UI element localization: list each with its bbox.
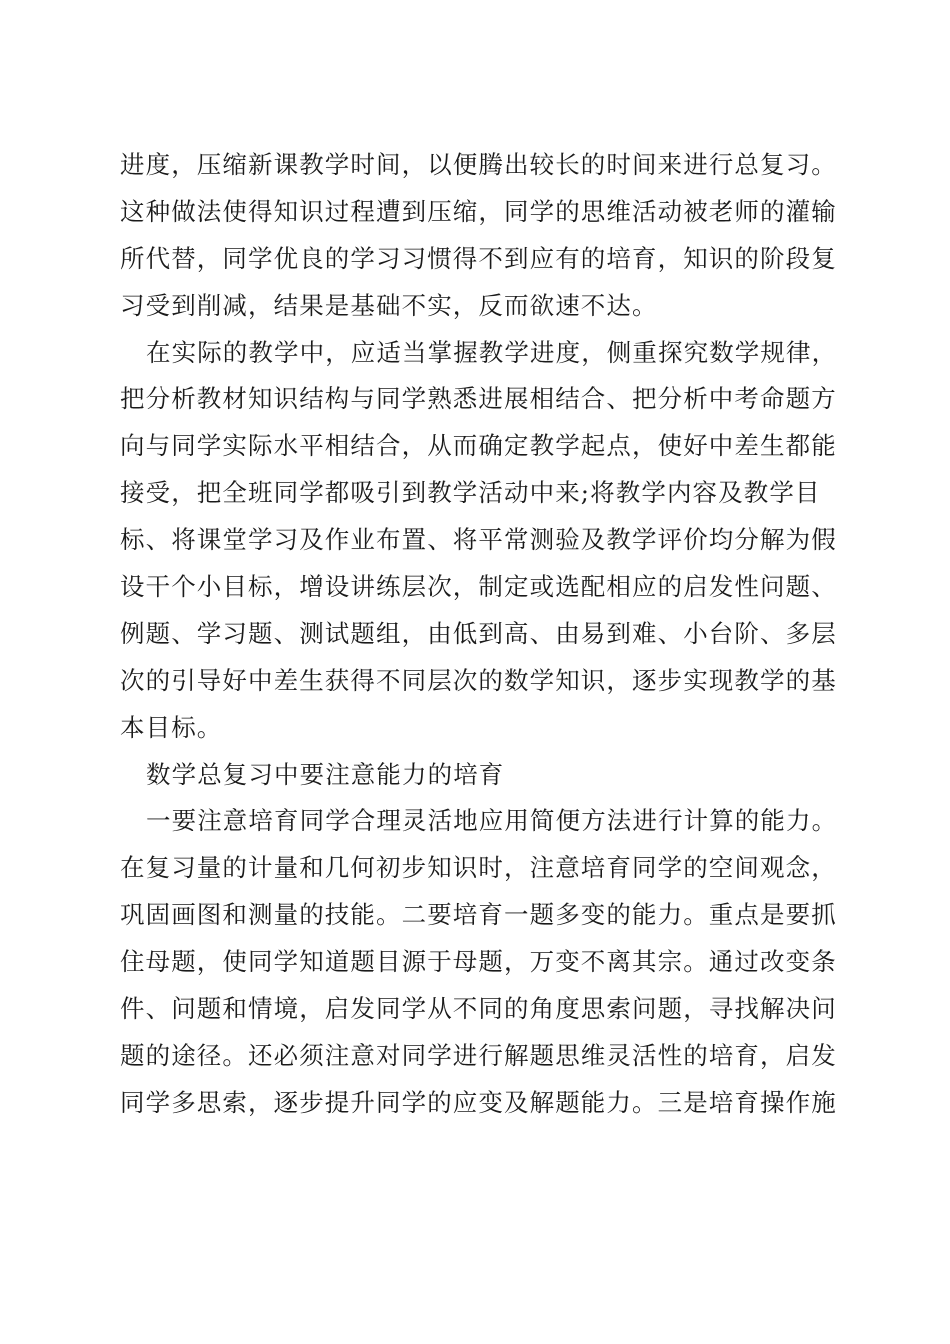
text-line: 这种做法使得知识过程遭到压缩，同学的思维活动被老师的灌输	[120, 196, 837, 226]
text-line: 在复习量的计量和几何初步知识时，注意培育同学的空间观念，	[120, 853, 837, 883]
body-text	[120, 142, 838, 1127]
text-line: 一要注意培育同学合理灵活地应用简便方法进行计算的能力。	[146, 806, 838, 836]
text-line: 进度，压缩新课教学时间，以便腾出较长的时间来进行总复习。	[120, 150, 837, 179]
text-line: 标、将课堂学习及作业布置、将平常测验及教学评价均分解为假	[120, 525, 837, 555]
section-heading: 数学总复习中要注意能力的培育	[146, 759, 505, 789]
text-line: 接受，把全班同学都吸引到教学活动中来;将教学内容及教学目	[120, 478, 821, 508]
text-line: 件、问题和情境，启发同学从不同的角度思索问题，寻找解决问	[120, 994, 837, 1024]
text-line: 把分析教材知识结构与同学熟悉进展相结合、把分析中考命题方	[120, 384, 837, 414]
text-line: 习受到削减，结果是基础不实，反而欲速不达。	[120, 290, 658, 320]
text-line: 同学多思索，逐步提升同学的应变及解题能力。三是培育操作施	[120, 1087, 837, 1117]
text-line: 题的途径。还必须注意对同学进行解题思维灵活性的培育，启发	[120, 1040, 837, 1070]
text-line: 次的引导好中差生获得不同层次的数学知识，逐步实现教学的基	[120, 665, 837, 695]
text-line: 本目标。	[120, 712, 223, 742]
text-line: 设干个小目标，增设讲练层次，制定或选配相应的启发性问题、	[120, 572, 837, 602]
text-line: 例题、学习题、测试题组，由低到高、由易到难、小台阶、多层	[120, 618, 837, 648]
text-line: 所代替，同学优良的学习习惯得不到应有的培育，知识的阶段复	[120, 243, 837, 273]
text-line: 住母题，使同学知道题目源于母题，万变不离其宗。通过改变条	[120, 947, 837, 977]
text-line: 向与同学实际水平相结合，从而确定教学起点，使好中差生都能	[120, 431, 837, 461]
text-line: 巩固画图和测量的技能。二要培育一题多变的能力。重点是要抓	[120, 900, 837, 930]
text-line: 在实际的教学中，应适当掌握教学进度，侧重探究数学规律，	[146, 337, 838, 367]
